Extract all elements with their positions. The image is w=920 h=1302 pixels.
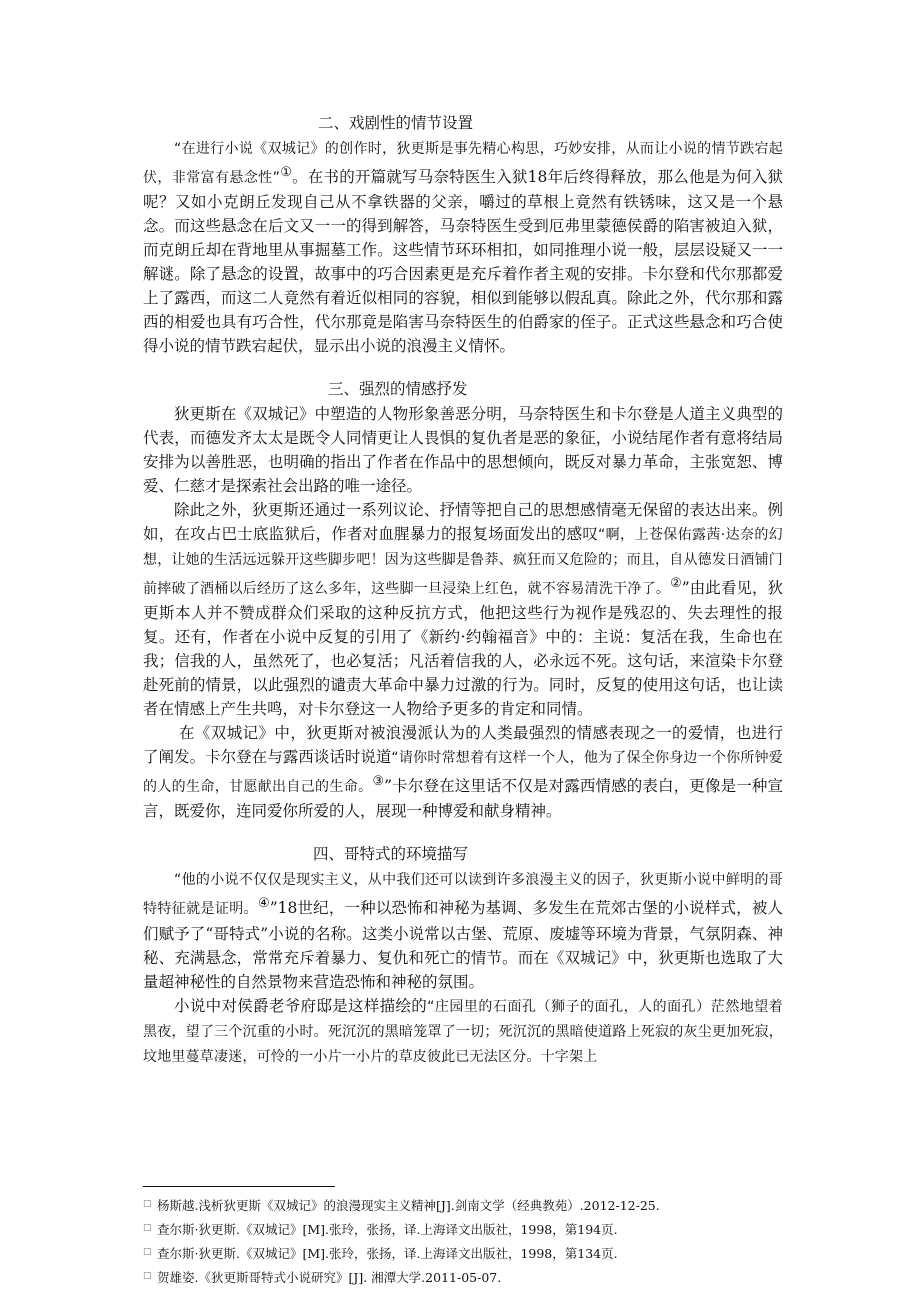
quotation: “庄园里的石面孔（狮子的面孔，人的面孔）茫然地望着黑夜，望了三个沉重的小时。死沉沉的黑暗笼罩了一切；死沉沉的黑暗使道路上死寂的灰尘更加死寂，坟地里蔓草凄迷，可怜的一小片一小片的草皮彼此已无法区分。十字架上 (143, 998, 783, 1065)
footnote-ref[interactable]: ④ (257, 896, 270, 912)
footnote (143, 1241, 783, 1265)
paragraph (143, 721, 783, 823)
footnotes (143, 1193, 783, 1289)
paragraph (143, 402, 783, 498)
footnote-text: 查尔斯·狄更斯.《双城记》[M].张玲，张扬，译.上海译文出版社，1998，第194页. (157, 1222, 618, 1237)
paragraph-lead: 除此之外，狄更斯还通过一系列议论、抒情等把自己的思想感情毫无保留的表达出来。例如，在攻占巴士底监狱后，作者对血腥暴力的报复场面发出的感叹 (143, 501, 783, 544)
paragraph-text: ”卡尔登在这里话不仅是对露西情感的表白，更像是一种宣言，既爱你，连同爱你所爱的人，展现一种博爱和献身精神。 (143, 777, 783, 821)
footnote (143, 1217, 783, 1241)
paragraph (143, 867, 783, 993)
document-body (143, 110, 783, 1069)
footnote-mark-icon: □ (143, 1199, 152, 1209)
footnote-text: 贺雄姿.《狄更斯哥特式小说研究》[J]. 湘潭大学.2011-05-07. (157, 1270, 502, 1285)
section-heading-gothic: 四、哥特式的环境描写 (313, 845, 469, 864)
paragraph (143, 136, 783, 358)
footnote-ref[interactable]: ③ (372, 774, 385, 790)
footnote-mark-icon: □ (143, 1247, 152, 1257)
section-heading-emotion: 三、强烈的情感抒发 (328, 380, 468, 399)
footnote-text: 杨斯越.浅析狄更斯《双城记》的浪漫现实主义精神[J].剑南文学（经典教苑）.2012-12-25. (157, 1198, 660, 1213)
footnote (143, 1265, 783, 1289)
paragraph-text: 狄更斯在《双城记》中塑造的人物形象善恶分明，马奈特医生和卡尔登是人道主义典型的代表，而德发齐太太是既令人同情更让人畏惧的复仇者是恶的象征，小说结尾作者有意将结局安排为以善胜恶，也明确的指出了作者在作品中的思想倾向，既反对暴力革命，主张宽恕、博爱、仁慈才是探索社会出路的唯一途径。 (143, 405, 783, 496)
section-heading-drama: 二、戏剧性的情节设置 (318, 114, 474, 132)
footnote-ref[interactable]: ② (670, 576, 682, 592)
footnote-mark-icon: □ (143, 1271, 152, 1281)
paragraph-lead: 小说中对侯爵老爷府邸是这样描绘的 (174, 996, 428, 1015)
paragraph-text: ”由此看见，狄更斯本人并不赞成群众们采取的这种反抗方式，他把这些行为视作是残忍的、失去理性的报复。还有，作者在小说中反复的引用了《新约·约翰福音》中的：主说：复活在我，生命也在我；信我的人，虽然死了，也必复活；凡活着信我的人，必永远不死。这句话，来渲染卡尔登赴死前的情景，以此强烈的谴责大革命中暴力过激的行为。同时，反复的使用这句话，也让读者在情感上产生共鸣，对卡尔登这一人物给予更多的肯定和同情。 (143, 579, 783, 719)
paragraph (143, 994, 783, 1069)
paragraph (143, 498, 783, 721)
footnote-separator (143, 1186, 335, 1187)
footnote-ref[interactable]: ① (280, 165, 293, 180)
footnote (143, 1193, 783, 1217)
quotation: “在进行小说《双城记》的创作时，狄更斯是事先精心构思，巧妙安排，从而让小说的情节跌宕起伏，非常富有悬念性” (143, 141, 783, 187)
quotation: “请你时常想着有这样一个人，他为了保全你身边一个你所钟爱的人的生命，甘愿献出自己的生命。 (143, 750, 783, 796)
paragraph-lead: 在《双城记》中，狄更斯对被浪漫派认为的人类最强烈的情感表现之一的爱情，也进行了阐发。卡尔登在与露西谈话时说道 (143, 724, 783, 767)
paragraph-text: 。在书的开篇就写马奈特医生入狱18年后终得释放，那么他是为何入狱呢？又如小克朗丘发现自己从不拿铁器的父亲，嚼过的草根上竟然有铁锈味，这又是一个悬念。而这些悬念在后文又一一的得到解答，马奈特医生受到厄弗里蒙德侯爵的陷害被迫入狱，而克朗丘却在背地里从事掘墓工作。这些情节环环相扣，如同推理小说一般，层层设疑又一一解谜。除了悬念的设置，故事中的巧合因素更是充斥着作者主观的安排。卡尔登和代尔那都爱上了露西，而这二人竟然有着近似相同的容貌，相似到能够以假乱真。除此之外，代尔那和露西的相爱也具有巧合性，代尔那竟是陷害马奈特医生的伯爵家的侄子。正式这些悬念和巧合使得小说的情节跌宕起伏，显示出小说的浪漫主义情怀。 (143, 168, 783, 356)
footnote-mark-icon: □ (143, 1223, 152, 1233)
quotation: “他的小说不仅仅是现实主义，从中我们还可以读到许多浪漫主义的因子，狄更斯小说中鲜明的哥特特征就是证明。 (143, 872, 783, 918)
footnote-text: 查尔斯·狄更斯.《双城记》[M].张玲，张扬，译.上海译文出版社，1998，第134页. (157, 1246, 618, 1261)
paragraph-text: ”18世纪，一种以恐怖和神秘为基调、多发生在荒郊古堡的小说样式，被人们赋予了“哥特式”小说的名称。这类小说常以古堡、荒原、废墟等环境为背景，气氛阴森、神秘、充满悬念，常常充斥着暴力、复仇和死亡的情节。而在《双城记》中，狄更斯也选取了大量超神秘性的自然景物来营造恐怖和神秘的氛围。 (143, 899, 783, 991)
quotation: “啊，上苍保佑露茜·达奈的幻想，让她的生活远远躲开这些脚步吧！因为这些脚是鲁莽、疯狂而又危险的；而且，自从德发日酒铺门前摔破了酒桶以后经历了这么多年，这些脚一旦浸染上红色，就不容易清洗干净了。 (143, 527, 783, 598)
